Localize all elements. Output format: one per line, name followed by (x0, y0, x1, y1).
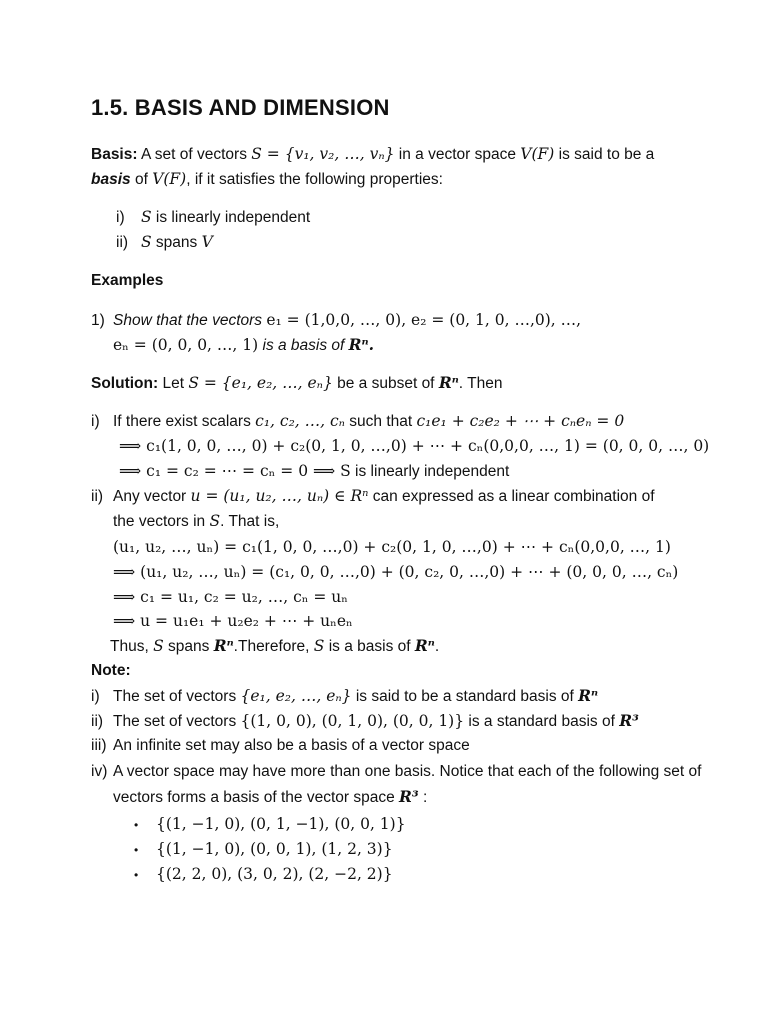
step-text: . (434, 638, 440, 655)
bullet-symbol: • (134, 843, 139, 857)
property-item (116, 232, 213, 253)
step-marker: i) (91, 413, 100, 430)
note-math: R³ (399, 787, 419, 806)
step-text: such that (344, 413, 417, 430)
note-text: An infinite set may also be a basis of a vector space (113, 737, 470, 754)
example-number: 1) (91, 312, 105, 329)
property-text: is linearly independent (151, 209, 311, 226)
step-math: u = (u₁, u₂, …, uₙ) ∈ Rⁿ (190, 487, 369, 505)
step-text: the vectors in (113, 513, 210, 530)
example-text: Show that the vectors (113, 312, 267, 329)
bullet-symbol: • (134, 818, 139, 832)
definition-space-math: V(F) (520, 145, 555, 163)
note-marker: i) (91, 688, 100, 705)
step-math: Rⁿ (414, 636, 435, 655)
solution-text: . Then (458, 375, 503, 392)
note-item (91, 762, 701, 782)
step-i-line-2: ⟹ c₁(1, 0, 0, …, 0) + c₂(0, 1, 0, …,0) + ⋯ + cₙ(0,0,0, …, 1) = (0, 0, 0, …, 0) (119, 437, 710, 455)
definition-text: in a vector space (394, 146, 521, 163)
example-text: is a basis of (258, 337, 349, 354)
definition-text: A set of vectors (137, 146, 252, 163)
step-math: c₁e₁ + c₂e₂ + ⋯ + cₙeₙ = 0 (416, 412, 625, 430)
step-math: S (313, 637, 325, 655)
step-math: S (209, 512, 221, 530)
property-text: spans (151, 234, 202, 251)
bullet-symbol: • (134, 868, 139, 882)
step-ii-line-7 (110, 636, 439, 657)
step-math: S (153, 637, 164, 655)
note-math: R³ (619, 711, 639, 730)
note-marker: iii) (91, 737, 107, 754)
step-text: Thus, (110, 638, 154, 655)
note-marker: ii) (91, 713, 104, 730)
example-math: e₁ = (1,0,0, …, 0), e₂ = (0, 1, 0, …,0), …, (266, 311, 582, 329)
examples-heading: Examples (91, 272, 164, 289)
example-math: Rⁿ. (348, 335, 375, 354)
note-text: A vector space may have more than one basis. Notice that each of the following set of (113, 763, 702, 780)
step-i-line-3 (119, 461, 509, 482)
solution-math: S = {e₁, e₂, …, eₙ} (188, 374, 333, 392)
property-math: V (201, 233, 213, 251)
definition-set-math: S = {v₁, v₂, …, vₙ} (251, 145, 395, 163)
note-math: {(1, 0, 0), (0, 1, 0), (0, 0, 1)} (240, 712, 465, 730)
solution-text: be a subset of (332, 375, 439, 392)
solution-line (91, 373, 502, 394)
definition-space-math: V(F) (152, 170, 187, 188)
example-line-1 (91, 310, 581, 331)
bullet-item (134, 814, 406, 835)
note-text: The set of vectors (113, 713, 241, 730)
step-text: is a basis of (324, 638, 415, 655)
note-item (91, 686, 598, 707)
example-math: eₙ = (0, 0, 0, …, 1) (113, 336, 259, 354)
step-text: Any vector (113, 488, 191, 505)
note-text: is said to be a standard basis of (351, 688, 579, 705)
step-ii-line-6: ⟹ u = u₁e₁ + u₂e₂ + ⋯ + uₙeₙ (113, 612, 353, 630)
note-text: The set of vectors (113, 688, 241, 705)
definition-line-2 (91, 169, 443, 190)
bullet-item (134, 864, 393, 885)
definition-text: is said to be a (554, 146, 655, 163)
note-heading: Note: (91, 662, 131, 679)
bullet-math: {(2, 2, 0), (3, 0, 2), (2, −2, 2)} (156, 865, 393, 883)
step-math: Rⁿ (213, 636, 234, 655)
property-marker: ii) (116, 234, 129, 251)
property-math: S (141, 208, 152, 226)
note-math: Rⁿ (578, 686, 599, 705)
step-text: . That is, (220, 513, 280, 530)
step-i-line-1 (91, 411, 624, 432)
step-text: .Therefore, (233, 638, 314, 655)
note-text: vectors forms a basis of the vector space (113, 789, 400, 806)
solution-label: Solution: (91, 375, 159, 392)
note-item (91, 711, 639, 732)
note-math: {e₁, e₂, …, eₙ} (240, 687, 352, 705)
section-title: 1.5. BASIS AND DIMENSION (91, 95, 390, 120)
step-marker: ii) (91, 488, 104, 505)
bullet-math: {(1, −1, 0), (0, 0, 1), (1, 2, 3)} (156, 840, 393, 858)
note-item-continuation (113, 787, 427, 808)
solution-math: Rⁿ (438, 373, 459, 392)
step-text: is linearly independent (350, 463, 510, 480)
property-marker: i) (116, 209, 125, 226)
definition-label: Basis: (91, 146, 138, 163)
note-item (91, 736, 470, 756)
step-ii-line-4: ⟹ (u₁, u₂, …, uₙ) = (c₁, 0, 0, …,0) + (0, c₂, 0, …,0) + ⋯ + (0, 0, 0, …, cₙ) (113, 563, 679, 581)
step-text: spans (163, 638, 214, 655)
example-line-2 (113, 335, 374, 356)
definition-text: of (130, 171, 153, 188)
definition-line-1 (91, 144, 654, 165)
step-text: If there exist scalars (113, 413, 256, 430)
note-marker: iv) (91, 763, 108, 780)
step-math: ⟹ c₁ = c₂ = ⋯ = cₙ = 0 ⟹ S (119, 462, 351, 480)
step-math: c₁, c₂, …, cₙ (255, 412, 345, 430)
step-ii-line-1 (91, 486, 655, 507)
bullet-item (134, 839, 393, 860)
solution-text: Let (158, 375, 189, 392)
property-item (116, 207, 310, 228)
definition-text: , if it satisfies the following properties: (186, 171, 443, 188)
note-text: : (418, 789, 428, 806)
note-text: is a standard basis of (464, 713, 620, 730)
step-ii-line-3: (u₁, u₂, …, uₙ) = c₁(1, 0, 0, …,0) + c₂(0, 1, 0, …,0) + ⋯ + cₙ(0,0,0, …, 1) (113, 538, 671, 556)
bullet-math: {(1, −1, 0), (0, 1, −1), (0, 0, 1)} (156, 815, 406, 833)
property-math: S (141, 233, 152, 251)
step-ii-line-5: ⟹ c₁ = u₁, c₂ = u₂, …, cₙ = uₙ (113, 588, 348, 606)
step-ii-line-2 (113, 511, 279, 532)
basis-term: basis (91, 171, 131, 188)
step-text: can expressed as a linear combination of (368, 488, 655, 505)
